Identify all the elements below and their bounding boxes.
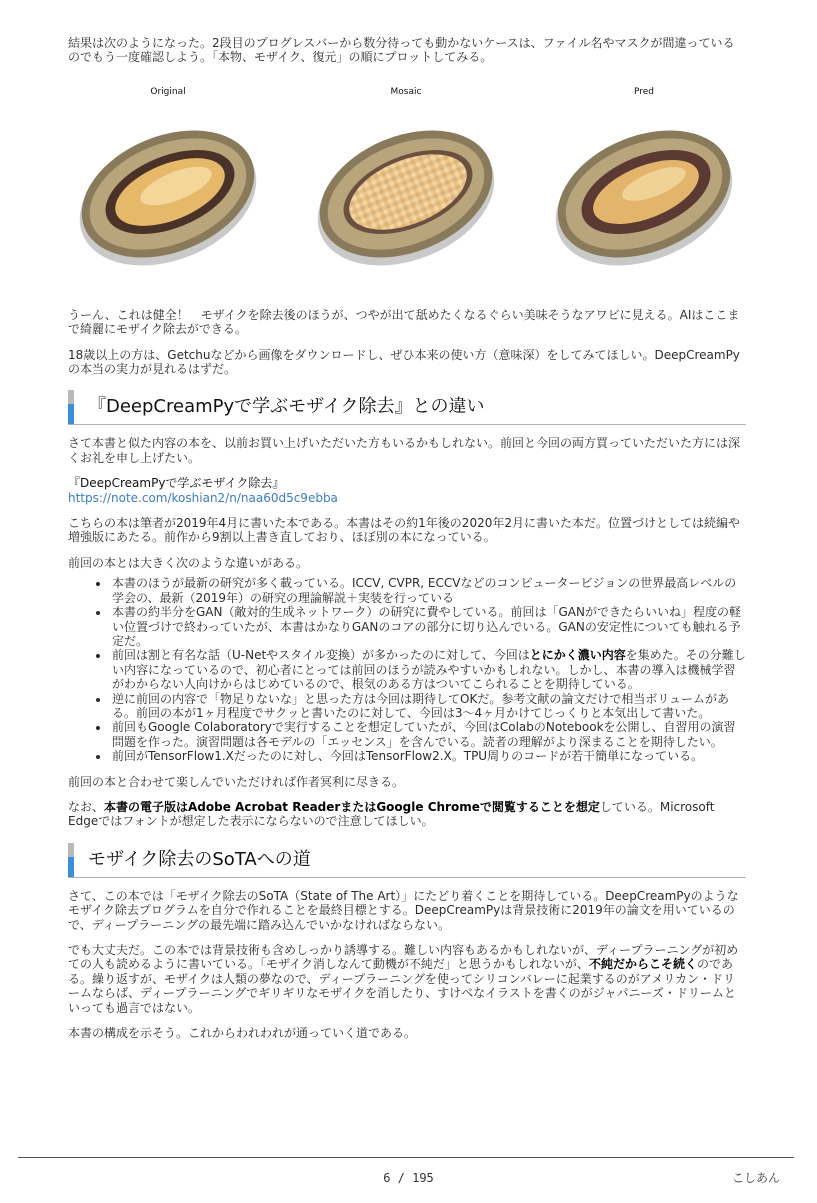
heading-text: モザイク除去のSoTAへの道 [88, 848, 311, 870]
footer-divider [18, 1157, 794, 1158]
list-item: • 本書のほうが最新の研究が多く載っている。ICCV, CVPR, ECCVなどのコンピュータービジョンの世界最高レベルの学会の、最新（2019年）の研究の理論解説＋実装を行っている [110, 576, 746, 605]
heading-bar-grey [68, 390, 74, 404]
paragraph: 前回の本とは大きく次のような違いがある。 [68, 555, 309, 570]
figure-original [68, 87, 268, 284]
figure-caption: Mosaic [390, 86, 422, 97]
section-heading [68, 390, 746, 425]
abalone-pred-image [544, 104, 744, 284]
figure-caption: Original [150, 86, 186, 97]
abalone-mosaic-image [306, 104, 506, 284]
book-link[interactable]: https://note.com/koshian2/n/naa60d5c9ebba [68, 490, 338, 505]
paragraph: うーん、これは健全！ モザイクを除去後のほうが、つやが出て舐めたくなるぐらい美味そうなアワビに見える。AIはここまで綺麗にモザイク除去ができる。 [68, 307, 740, 337]
figure-mosaic [306, 87, 506, 284]
list-item: • 本書の約半分をGAN（敵対的生成ネットワーク）の研究に費やしている。前回は「GANができたらいいね」程度の軽い位置づけで終わっていたが、本書はかなりGANのコアの部分に切り込んでいる。GANの安定性についても触れる予定だ。 [110, 605, 746, 648]
heading-text: 『DeepCreamPyで学ぶモザイク除去』との違い [88, 396, 485, 418]
heading-bar-blue [68, 857, 74, 877]
figure-pred [544, 87, 744, 284]
list-item: • 前回は割と有名な話（U-Netやスタイル変換）が多かったのに対して、今回はとにかく濃い内容を集めた。その分難しい内容になっているので、初心者にとっては前回のほうが読みやすいかもしれない。しかし、本書の導入は機械学習がわからない人向けからはじめているので、根気のある方はついてこられることを期待している。 [110, 648, 746, 691]
intro-paragraph: 結果は次のようになった。2段目のプログレスバーから数分待っても動かないケースは、ファイル名やマスクが間違っているのでもう一度確認しよう。「本物、モザイク、復元」の順にプロットしてみる。 [68, 36, 735, 65]
paragraph: 本書の構成を示そう。これからわれわれが通っていく道である。 [68, 1026, 417, 1041]
paragraph: でも大丈夫だ。この本では背景技術も含めしっかり誘導する。難しい内容もあるかもしれないが、ディープラーニングが初めての人も読めるように書いている。「モザイク消しなんて動機が不純だ」と思うかもしれないが、不純だからこそ続くのである。繰り返すが、モザイクは人類の夢なので、ディープラーニングを使ってシリコンバレーに起業するのがアメリカン・ドリームならば、ディープラーニングでギリギリなモザイクを消したり、すけべなイラストを書くのがジャパニーズ・ドリームといっても過言ではない。 [68, 943, 739, 1015]
book-title: 『DeepCreamPyで学ぶモザイク除去』 [68, 476, 285, 491]
heading-bar-blue [68, 404, 74, 424]
paragraph: さて本書と似た内容の本を、以前お買い上げいただいた方もいるかもしれない。前回と今回の両方買っていただいた方には深くお礼を申し上げたい。 [68, 436, 741, 465]
figure-caption: Pred [633, 86, 655, 97]
page-content [68, 36, 746, 1040]
section-heading [68, 843, 746, 878]
list-item: • 逆に前回の内容で「物足りないな」と思った方は今回は期待してOKだ。参考文献の論文だけで相当ボリュームがある。前回の本が1ヶ月程度でサクッと書いたのに対して、今回は3〜4ヶ月かけてじっくりと本気出して書いた。 [110, 692, 746, 721]
differences-list [68, 576, 746, 763]
paragraph: さて、この本では「モザイク除去のSoTA（State of The Art）」にたどり着くことを期待している。DeepCreamPyのようなモザイク除去プログラムを自分で作れることを最終目標とする。DeepCreamPyは背景技術に2019年の論文を用いているので、ディープラーニングの最先端に踏み込んでいかなければならない。 [68, 888, 739, 932]
abalone-original-image [68, 104, 268, 284]
paragraph: 前回の本と合わせて楽しんでいただければ作者冥利に尽きる。 [68, 774, 405, 789]
page-number: 6 / 195 [383, 1171, 434, 1185]
figure-row [68, 87, 746, 297]
list-item: • 前回もGoogle Colaboratoryで実行することを想定していたが、今回はColabのNotebookを公開し、自習用の演習問題を作った。演習問題は各モデルの「エッセンス」を含んでいる。読者の理解がより深まることを期待したい。 [110, 720, 746, 749]
paragraph-note: なお、本書の電子版はAdobe Acrobat ReaderまたはGoogle Chromeで閲覧することを想定している。Microsoft Edgeではフォントが想定した表示にならないので注意してほしい。 [68, 799, 715, 829]
paragraph: こちらの本は筆者が2019年4月に書いた本である。本書はその約1年後の2020年2月に書いた本だ。位置づけとしては続編や増強版にあたる。前作から9割以上書き直しており、ほぼ別の本になっている。 [68, 516, 740, 545]
paragraph: 18歳以上の方は、Getchuなどから画像をダウンロードし、ぜひ本来の使い方（意味深）をしてみてほしい。DeepCreamPyの本当の実力が見れるはずだ。 [68, 347, 740, 377]
list-item: • 前回がTensorFlow1.Xだったのに対し、今回はTensorFlow2.X。TPU周りのコードが若干簡単になっている。 [110, 749, 746, 763]
author-name: こしあん [731, 1171, 780, 1185]
heading-bar-grey [68, 843, 74, 857]
